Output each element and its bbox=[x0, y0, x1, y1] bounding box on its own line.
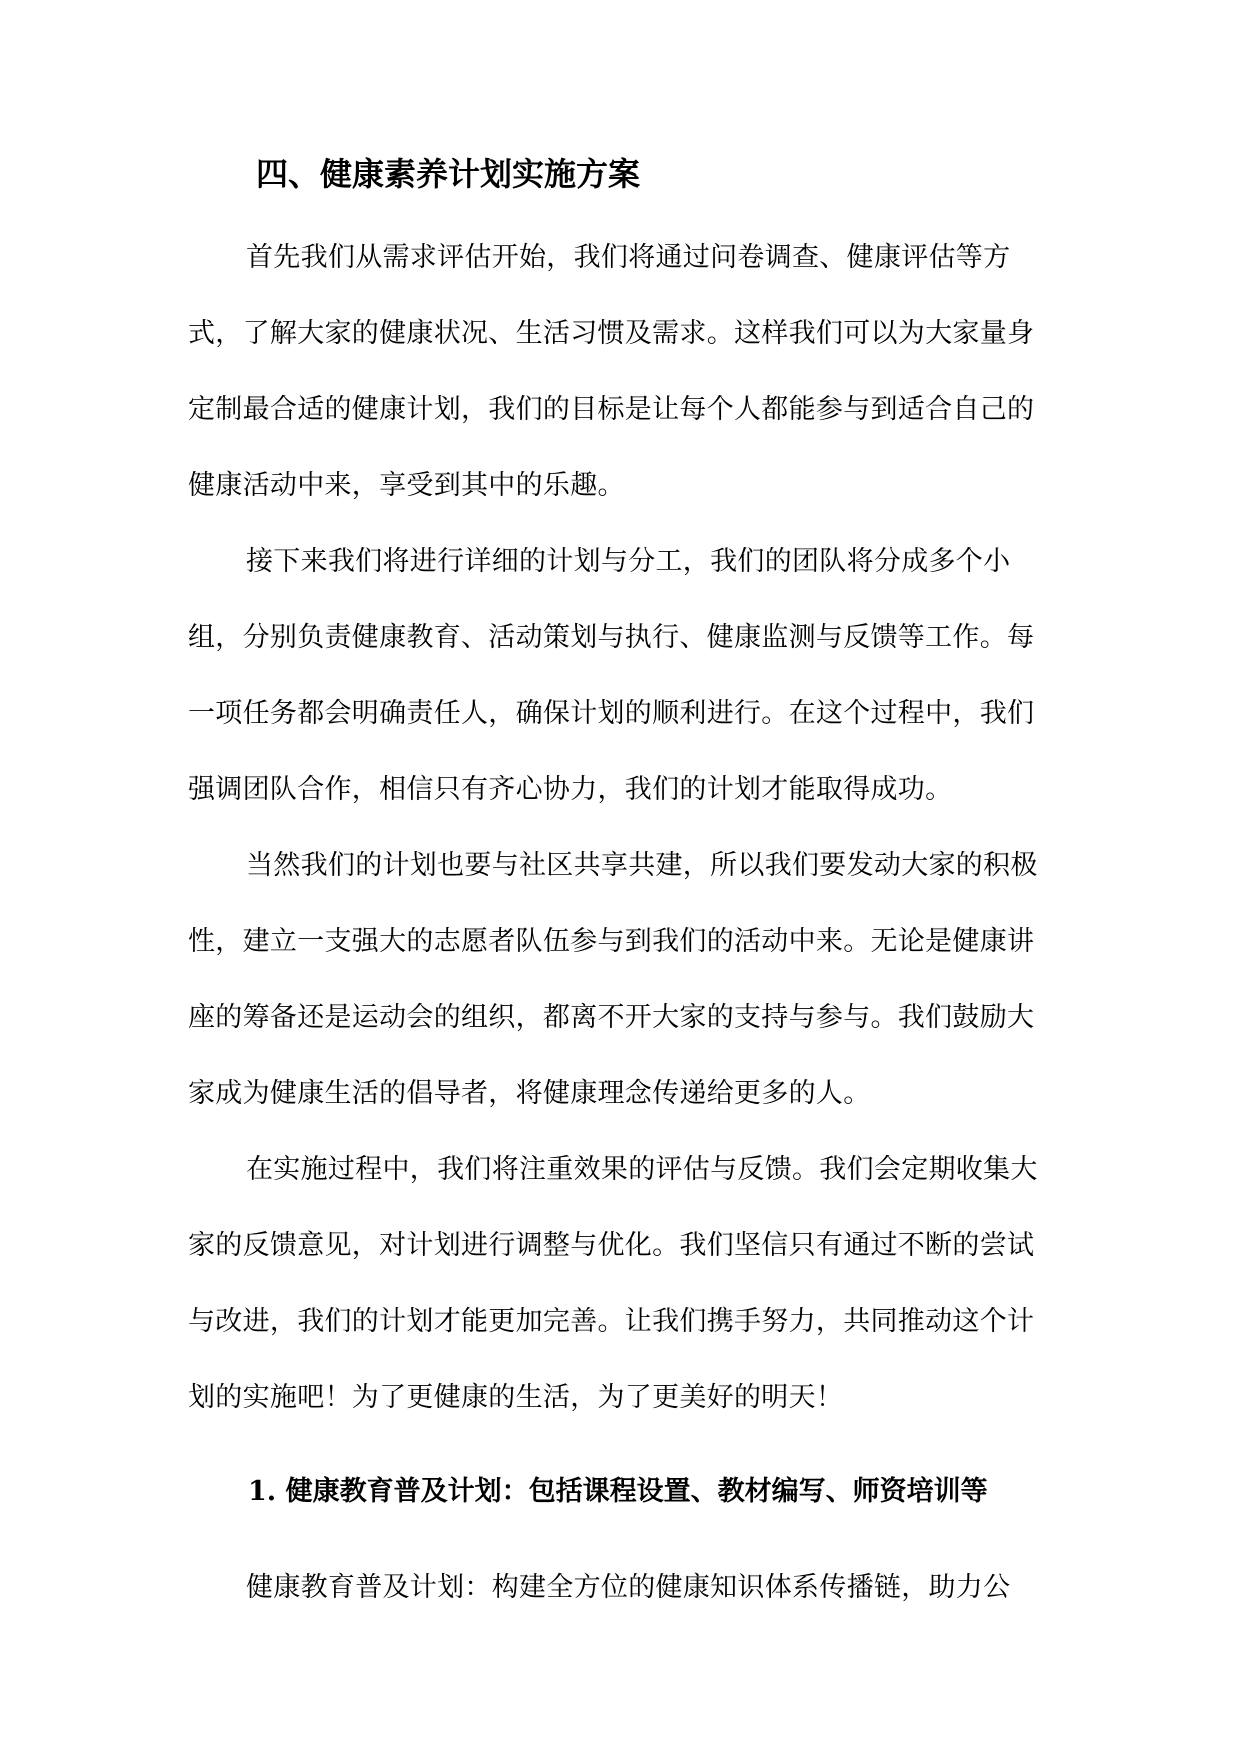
paragraph-evaluation-feedback: 在实施过程中，我们将注重效果的评估与反馈。我们会定期收集大家的反馈意见，对计划进行调整与优化。我们坚信只有通过不断的尝试与改进，我们的计划才能更加完善。让我们携手努力，共同推动这个计划的实施吧！为了更健康的生活，为了更美好的明天！ bbox=[188, 1154, 1038, 1413]
paragraph-health-education: 健康教育普及计划：构建全方位的健康知识体系传播链，助力公 bbox=[246, 1572, 1011, 1603]
paragraph-needs-assessment: 首先我们从需求评估开始，我们将通过问卷调查、健康评估等方式，了解大家的健康状况、生活习惯及需求。这样我们可以为大家量身定制最合适的健康计划，我们的目标是让每个人都能参与到适合自己的健康活动中来，享受到其中的乐趣。 bbox=[188, 242, 1035, 501]
paragraph-community-volunteers: 当然我们的计划也要与社区共享共建，所以我们要发动大家的积极性，建立一支强大的志愿者队伍参与到我们的活动中来。无论是健康讲座的筹备还是运动会的组织，都离不开大家的支持与参与。我们鼓励大家成为健康生活的倡导者，将健康理念传递给更多的人。 bbox=[188, 850, 1038, 1109]
paragraph-planning-division: 接下来我们将进行详细的计划与分工，我们的团队将分成多个小组，分别负责健康教育、活动策划与执行、健康监测与反馈等工作。每一项任务都会明确责任人，确保计划的顺利进行。在这个过程中，我们强调团队合作，相信只有齐心协力，我们的计划才能取得成功。 bbox=[188, 546, 1035, 805]
subsection-heading: 1. 健康教育普及计划：包括课程设置、教材编写、师资培训等 bbox=[248, 1476, 988, 1507]
section-heading: 四、健康素养计划实施方案 bbox=[256, 155, 641, 193]
